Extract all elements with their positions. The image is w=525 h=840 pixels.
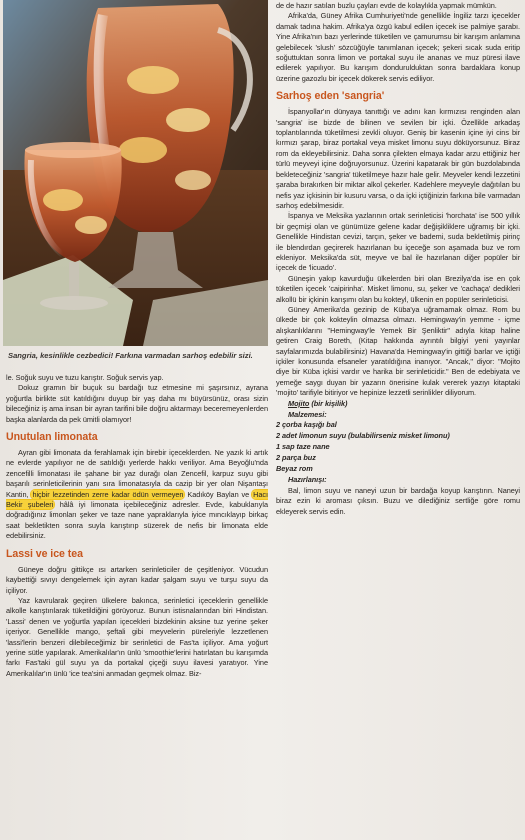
photo-caption: Sangria, kesinlikle cezbedici! Farkına varmadan sarhoş edebilir sizi. xyxy=(8,351,253,360)
paragraph: de de hazır satılan buzlu çayları evde de kolaylıkla yapmak mümkün. xyxy=(276,1,497,10)
section-heading: Lassi ve ice tea xyxy=(6,547,83,560)
paragraph: Dokuz gramın bir buçuk su bardağı tuz etmesine mi şaşırsınız, ayrana yoğurtla birlikte süt katıldığını duyup bir yaş daha mı büyürsünüz, orası sizin bileceğiniz iş ama insan bir ayran tarifini bile doğru aktarmayı beceremeyenlerden başka alanlarda da pek ümitli olamıyor! xyxy=(6,383,268,424)
right-column xyxy=(276,1,520,517)
paragraph: Güneşin yakıp kavurduğu ülkelerden biri olan Brezilya'da ise en çok tüketilen içecek 'caipirinha'. Misket limonu, su, şeker ve 'cachaça' dedikleri alkollü bir içkinin karışımı olan bu kokteyl, ülkenin en popüler serinleticisi. xyxy=(276,273,520,304)
ingredient-item: 2 parça buz xyxy=(276,453,316,463)
preparation-text: Bal, limon suyu ve naneyi uzun bir bardağa koyup karıştırın. Naneyi biraz ezin ki aroması çıksın. Buzu ve dilediğiniz sertliğe göre romu ekleyerek servis edin. xyxy=(276,485,520,516)
left-column xyxy=(6,373,268,679)
ingredients-list xyxy=(276,420,520,475)
paragraph: le. Soğuk suyu ve tuzu karıştır. Soğuk servis yap. xyxy=(6,373,164,382)
preparation-label: Hazırlanışı: xyxy=(288,474,327,484)
ingredients-label: Malzemesi: xyxy=(288,409,327,419)
paragraph: Yaz kavrularak geçiren ülkelere bakınca, serinletici içeceklerin genellikle alkolle karıştırılarak tüketildiğini görüyoruz. Bunun istisnalarından biri Hindistan. 'Lassi' denen ve yoğurtla yapılan içecekleri bizdekinin aksine tuz yerine şeker içeriyor. Genellikle mango, şeftali gibi meyvelerin püreleriyle lezzetlenen 'lassi'lerin benzeri dilebileceğimiz bir serinletici de Fas'ta içiliyor. Ama yoğurt yerine sütle yapılarak. Amerikalılar'ın ünlü 'smoothie'lerini hatırlatan bu karışımda farkı Fas'taki gül suyu ya da portakal çiçeği suyu ilavesi yaratıyor. Yine Amerikalılar'ın ünlü 'ice tea'sini anmadan geçmek olmaz. Biz- xyxy=(6,595,268,678)
highlighted-text: hiçbir lezzetinden zerre kadar ödün vermeyen xyxy=(32,489,184,499)
ingredient-item: Beyaz rom xyxy=(276,464,313,474)
recipe-name: Mojito xyxy=(288,398,310,408)
paragraph: Afrika'da, Güney Afrika Cumhuriyeti'nde genellikle İngiliz tarzı içecekler damak tadına hakim. Afrika'ya özgü kabul edilen içecek ise palmiye şarabı. Yine Afrika'nın bazı yerlerinde tüketilen ve çamurumsu bir karışım anlamına gelebilecek 'slush' sözcüğüyle tanımlanan içecek; şekeri sıcak suda eritip soğuttuktan sonra limon ve portakal suyu ile ananas ve muz püresi ilave edilerek yapılıyor. Bu karışım dondurulduktan sonra bardaklara konup üzerine gazozlu bir içecek dökerek servis ediliyor. xyxy=(276,11,520,83)
text-run: hâlâ iyi limonata içebileceğiniz adresler. Evde, kabuklarıyla doğradığınız limonları şeker ve taze nane yapraklarıyla iyice mıncıklayıp birkaç saat bekletikten sonra suyla karıştırıp süzerek de nefis bir limonata elde edebilirsiniz. xyxy=(6,500,268,541)
ingredient-item: 2 adet limonun suyu (bulabilirseniz misket limonu) xyxy=(276,431,450,441)
ingredient-item: 2 çorba kaşığı bal xyxy=(276,420,337,430)
sangria-illustration xyxy=(3,0,268,346)
recipe-serving: (bir kişilik) xyxy=(309,398,348,408)
paragraph: Güneye doğru gittikçe ısı artarken serinleticiler de çeşitleniyor. Vücudun kaybettiği sıvıyı dengelemek için ayran kadar şalgam suyu ve turşu suyu da içiliyor. xyxy=(6,564,268,595)
recipe-title xyxy=(276,399,520,410)
section-heading: Unutulan limonata xyxy=(6,431,98,444)
section-heading: Sarhoş eden 'sangria' xyxy=(276,90,385,103)
paragraph: İspanyollar'ın dünyaya tanıttığı ve adını kan kırmızısı renginden alan 'sangria' ise bizde de bilinen ve sevilen bir içki. Özellikle arkadaş toplantılarında tüketilmesi zevkli oluyor. Geniş bir kasenin içine iyi cins bir kırmızı şarap, biraz portakal veya misket limonu suyu döküyorsunuz. Biraz rom da ekleyebilirsiniz. Daha sonra çilekten elmaya kadar arzu ettiğiniz her türlü meyveyi içine doğruyorsunuz. Üzerini kapatarak bir gün buzdolabında bekleteceğiniz 'sangria' tüketilmeye hazır hale gelir. Meyveler kendi lezzetini şaraba bırakırken bir miktar alkol çekerler. Kadehlere meyveyle dağıtılan bu nefis yaz içkisinin bir kusuru varsa, o da içki içtiğinizin farkına bile varmadan sarhoş edebilmesidir. xyxy=(276,107,520,210)
paragraph: İspanya ve Meksika yazlarının ortak serinleticisi 'horchata' ise 500 yıllık bir geçmişi olan ve günümüze gelene kadar değişikliklere uğramış bir içki. Genellikle Hindistan cevizi, tarçın, şeker ve bademi, suda bekletilmiş pirinç ile blendırdan geçirerek hazırlanan bu içeceğe son aşamada buz ve rom ekleniyor. Meksika'da süt, meyve ve bal ile hazırlanan diğer popüler bir içecek de 'licuado'. xyxy=(276,211,520,273)
highlighted-text: Hacı Bekir şubeleri xyxy=(6,489,268,510)
paragraph: Güney Amerika'da gezinip de Küba'ya uğramamak olmaz. Rom bu ülkede bir çok kokteylin olmazsa olmazı. Hemingway'in yemme - içme alışkanlıklarını "Hemingway'le Yemek Bir Şenliktir" adıyla kitap haline getiren Craig Boreth, (Kitap hakkında ayrıntılı bilgiyi yeni yayınlar sayfalarımızda bulabilirsiniz) Havana'da Hemingway'in gittiği barlar ve içtiği içkiler konusunda efsaneler yaratıldığına inanıyor. "Ancak," diyor: "Mojito diye bir Küba içkisi vardır ve harika bir serinleticidir." Ben de edebiyata ve yemeğe saygı duyan bir yazarın önerisine kulak vererek yazıyı kitaptaki 'mojito' tarifiyle bitiriyor ve hepinize lezzetli serinlikler diliyorum. xyxy=(276,304,520,398)
sangria-photo xyxy=(3,0,268,346)
text-run: Kadıköy Baylan ve xyxy=(184,489,253,499)
ingredient-item: 1 sap taze nane xyxy=(276,442,330,452)
text-run: Ayran gibi limonata da ferahlamak için birebir içeceklerden. Ne yazık ki artık ne evlerde yapılıyor ne de satıldığı yerlerde hakkı veriliyor. Ama Beyoğlu'nda zencefilli limonatası ile şahane bir yaz durağı olan Zencefil, karpuz suyu gibi başarılı serinleticilerinin yanı sıra limonatasıyla da cazip bir yer olan Nişantaşı Kantin, xyxy=(6,448,268,499)
paragraph-limonata xyxy=(6,448,268,542)
